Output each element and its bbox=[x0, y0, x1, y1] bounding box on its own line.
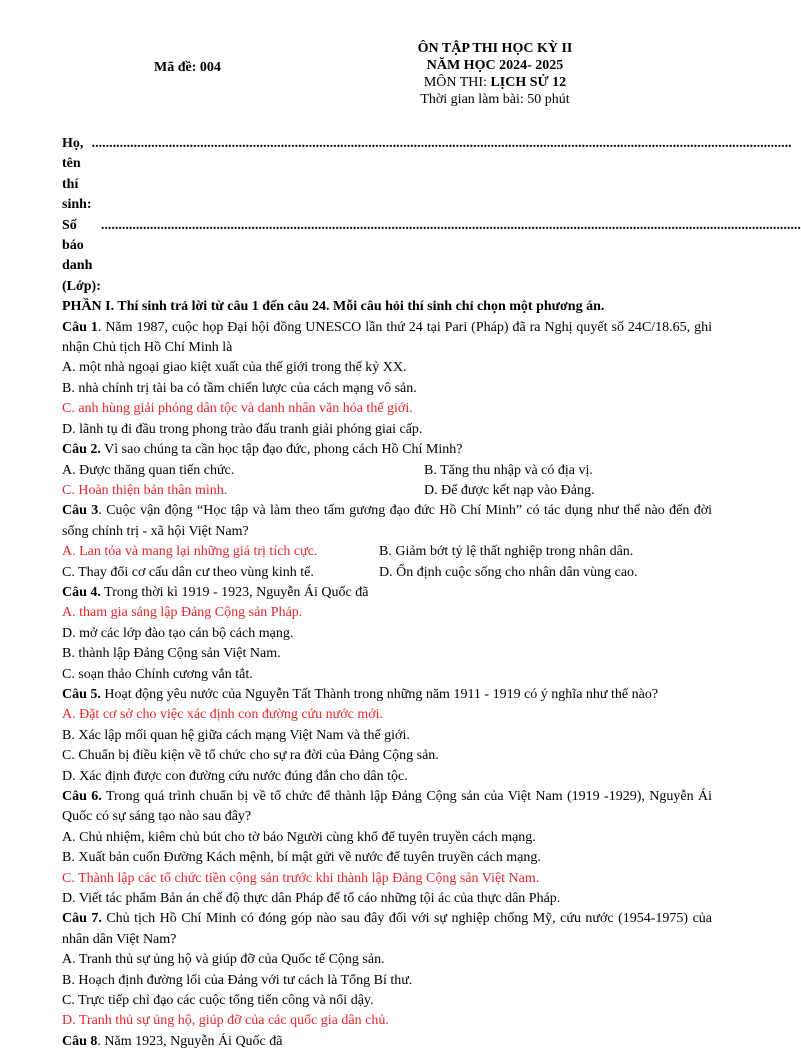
question-number: Câu 5. bbox=[62, 686, 101, 702]
q1-option-d: D. lãnh tụ đi đầu trong phong trào đấu tranh giải phóng giai cấp. bbox=[62, 421, 423, 437]
subject-prefix: MÔN THI: bbox=[423, 75, 491, 90]
student-id-dots: ........................................................................................................................................................................................................ bbox=[100, 217, 801, 233]
question-number: Câu 2. bbox=[62, 442, 101, 458]
student-name-label: Họ, tên thí sinh: bbox=[62, 136, 92, 213]
question-number: Câu 4. bbox=[62, 584, 101, 600]
exam-body bbox=[62, 134, 801, 1052]
subject-name: LỊCH SỬ 12 bbox=[490, 75, 567, 90]
q2-option-c-answer: C. Hoàn thiện bản thân mình. bbox=[62, 482, 228, 498]
q3-option-c: C. Thay đổi cơ cấu dân cư theo vùng kinh tế. bbox=[62, 564, 314, 580]
exam-header bbox=[380, 40, 610, 108]
q3-option-d: D. Ổn định cuộc sống cho nhân dân vùng cao. bbox=[379, 564, 638, 580]
time-limit: Thời gian làm bài: 50 phút bbox=[420, 92, 570, 107]
q4-option-b: B. thành lập Đảng Cộng sản Việt Nam. bbox=[62, 646, 281, 662]
question-text: Vì sao chúng ta cần học tập đạo đức, phong cách Hồ Chí Minh? bbox=[100, 442, 463, 458]
question-4 bbox=[62, 583, 712, 603]
question-7 bbox=[62, 909, 712, 950]
question-8 bbox=[62, 1032, 712, 1052]
question-text: Hoạt động yêu nước của Nguyễn Tất Thành trong những năm 1911 - 1919 có ý nghĩa như thế nào? bbox=[100, 686, 659, 702]
student-id-label: Số báo danh (Lớp): bbox=[62, 217, 101, 294]
student-id-field[interactable] bbox=[62, 216, 801, 298]
q5-option-d: D. Xác định được con đường cứu nước đúng đắn cho dân tộc. bbox=[62, 768, 408, 784]
question-text: Trong thời kì 1919 - 1923, Nguyễn Ái Quốc đã bbox=[100, 584, 369, 600]
exam-title: ÔN TẬP THI HỌC KỲ II bbox=[417, 41, 573, 56]
q3-option-a-answer: A. Lan tỏa và mang lại những giá trị tích cực. bbox=[62, 544, 318, 560]
question-text: Trong quá trình chuẩn bị về tổ chức để thành lập Đảng Cộng sản của Việt Nam (1919 -1929), Nguyễn Ái Quốc có sự sáng tạo nào sau đây? bbox=[62, 789, 712, 825]
q5-option-a-answer: A. Đặt cơ sở cho việc xác định con đường cứu nước mới. bbox=[62, 707, 384, 723]
q1-option-c-answer: C. anh hùng giải phóng dân tộc và danh nhân văn hóa thế giới. bbox=[62, 401, 413, 417]
question-2 bbox=[62, 440, 712, 460]
subject-line bbox=[380, 74, 610, 91]
question-text: . Năm 1987, cuộc họp Đại hội đồng UNESCO lần thứ 24 tại Pari (Pháp) đã ra Nghị quyết số 24C/18.65, ghi nhận Chủ tịch Hồ Chí Minh là bbox=[62, 319, 712, 356]
question-number: Câu 6. bbox=[62, 789, 102, 804]
question-text: . Năm 1923, Nguyễn Ái Quốc đã bbox=[97, 1033, 283, 1049]
question-3 bbox=[62, 501, 712, 542]
question-number: Câu 3 bbox=[62, 503, 99, 519]
q2-option-a: A. Được thăng quan tiến chức. bbox=[62, 462, 235, 478]
q1-option-b: B. nhà chính trị tài ba có tầm chiến lược của cách mạng vô sản. bbox=[62, 380, 417, 396]
question-number: Câu 1 bbox=[62, 319, 98, 335]
q2-option-b: B. Tăng thu nhập và có địa vị. bbox=[424, 462, 593, 478]
exam-code: Mã đề: 004 bbox=[154, 60, 221, 75]
q4-option-a-answer: A. tham gia sáng lập Đảng Cộng sản Pháp. bbox=[62, 605, 303, 621]
q7-option-b: B. Hoạch định đường lối của Đảng với tư cách là Tổng Bí thư. bbox=[62, 972, 413, 988]
question-number: Câu 8 bbox=[62, 1033, 98, 1049]
q5-option-c: C. Chuẩn bị điều kiện về tổ chức cho sự ra đời của Đảng Cộng sản. bbox=[62, 748, 439, 764]
q7-option-d-answer: D. Tranh thủ sự ủng hộ, giúp đỡ của các quốc gia dân chủ. bbox=[62, 1013, 389, 1029]
q6-option-c-answer: C. Thành lập các tổ chức tiền cộng sản trước khi thành lập Đảng Cộng sản Việt Nam. bbox=[62, 870, 540, 886]
student-name-field[interactable] bbox=[62, 134, 792, 216]
q3-options-row-2 bbox=[62, 563, 712, 583]
q3-option-b: B. Giảm bớt tỷ lệ thất nghiệp trong nhân dân. bbox=[379, 544, 634, 560]
part-instruction: PHẦN I. Thí sinh trả lời từ câu 1 đến câu 24. Mỗi câu hỏi thí sinh chỉ chọn một phương án. bbox=[62, 299, 605, 315]
q7-option-a: A. Tranh thủ sự ủng hộ và giúp đỡ của Quốc tế Cộng sản. bbox=[62, 952, 385, 968]
question-text: . Cuộc vận động “Học tập và làm theo tấm gương đạo đức Hồ Chí Minh” có tác dụng như thế nào đến đời sống chính trị - xã hội Việt Nam? bbox=[62, 503, 712, 539]
question-number: Câu 7. bbox=[62, 911, 102, 927]
question-5 bbox=[62, 685, 712, 705]
q2-options-row-2 bbox=[62, 481, 712, 501]
q3-options-row-1 bbox=[62, 542, 712, 562]
q6-option-d: D. Viết tác phẩm Bản án chế độ thực dân Pháp để tố cáo những tội ác của thực dân Pháp. bbox=[62, 891, 561, 907]
q5-option-b: B. Xác lập mối quan hệ giữa cách mạng Việt Nam và thế giới. bbox=[62, 727, 410, 743]
q2-option-d: D. Để được kết nạp vào Đảng. bbox=[424, 482, 595, 498]
question-1 bbox=[62, 318, 712, 359]
q4-option-c: C. soạn thảo Chính cương vắn tắt. bbox=[62, 666, 253, 682]
student-name-dots: ........................................................................................................................................................................................................ bbox=[91, 136, 792, 151]
question-text: Chủ tịch Hồ Chí Minh có đóng góp nào sau đây đối với sự nghiệp chống Mỹ, cứu nước (1954-1975) của nhân dân Việt Nam? bbox=[62, 911, 712, 947]
q1-option-a: A. một nhà ngoại giao kiệt xuất của thế giới trong thế kỷ XX. bbox=[62, 360, 407, 376]
q6-option-b: B. Xuất bản cuốn Đường Kách mệnh, bí mật gửi về nước để tuyên truyền cách mạng. bbox=[62, 850, 541, 866]
q6-option-a: A. Chủ nhiệm, kiêm chủ bút cho tờ báo Người cùng khổ để tuyên truyền cách mạng. bbox=[62, 829, 536, 845]
question-6 bbox=[62, 787, 712, 828]
q4-option-d: D. mở các lớp đào tạo cán bộ cách mạng. bbox=[62, 625, 294, 641]
q7-option-c: C. Trực tiếp chỉ đạo các cuộc tổng tiến công và nổi dậy. bbox=[62, 993, 374, 1009]
school-year: NĂM HỌC 2024- 2025 bbox=[426, 58, 564, 73]
q2-options-row-1 bbox=[62, 461, 712, 481]
